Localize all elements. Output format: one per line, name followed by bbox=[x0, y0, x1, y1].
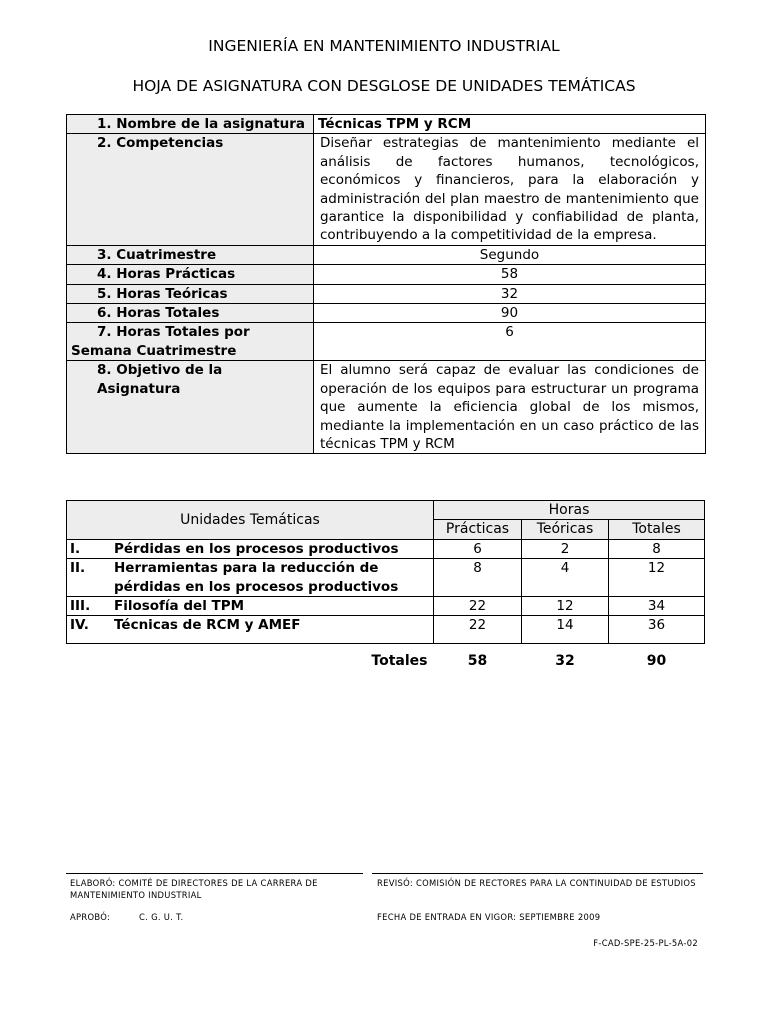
unit-name: Pérdidas en los procesos productivos bbox=[114, 540, 399, 557]
teoricas-label: 5. Horas Teóricas bbox=[67, 284, 314, 303]
unit-number: III. bbox=[70, 598, 91, 615]
footer-elaboro: ELABORÓ: COMITÉ DE DIRECTORES DE LA CARRERA DE MANTENIMIENTO INDUSTRIAL bbox=[70, 878, 318, 900]
info-row-cuatrimestre bbox=[67, 245, 706, 264]
footer-reviso: REVISÓ: COMISIÓN DE RECTORES PARA LA CONTINUIDAD DE ESTUDIOS bbox=[377, 878, 696, 888]
unit-teoricas: 2 bbox=[522, 539, 609, 558]
document-subtitle: HOJA DE ASIGNATURA CON DESGLOSE DE UNIDADES TEMÁTICAS bbox=[132, 77, 636, 95]
document-title: INGENIERÍA EN MANTENIMIENTO INDUSTRIAL bbox=[208, 37, 560, 55]
totals-row bbox=[67, 644, 705, 671]
objetivo-label: 8. Objetivo de la Asignatura bbox=[67, 361, 314, 454]
info-row-totales bbox=[67, 304, 706, 323]
table-row bbox=[67, 597, 705, 616]
unit-teoricas: 4 bbox=[522, 559, 609, 597]
table-row bbox=[67, 539, 705, 558]
subject-info-table bbox=[66, 114, 706, 454]
total-teoricas: 32 bbox=[555, 653, 575, 670]
footer-aprobo-value: C. G. U. T. bbox=[139, 912, 184, 922]
total-practicas: 58 bbox=[467, 653, 488, 670]
unit-practicas: 6 bbox=[434, 539, 522, 558]
units-header-row bbox=[67, 501, 705, 520]
semana-value: 6 bbox=[314, 323, 706, 361]
competencias-label: 2. Competencias bbox=[67, 134, 314, 245]
semana-label-line2: Semana Cuatrimestre bbox=[71, 342, 237, 359]
unit-totales: 8 bbox=[609, 539, 705, 558]
unit-name: Técnicas de RCM y AMEF bbox=[114, 617, 301, 634]
horas-header: Horas bbox=[434, 501, 705, 520]
unit-practicas: 22 bbox=[434, 616, 522, 644]
unit-number: I. bbox=[70, 540, 81, 557]
info-row-semana bbox=[67, 323, 706, 361]
total-totales: 90 bbox=[646, 653, 667, 670]
unit-number: IV. bbox=[70, 617, 89, 634]
footer-aprobo-label: APROBÓ: bbox=[70, 912, 111, 922]
cuatrimestre-value: Segundo bbox=[314, 245, 706, 264]
teoricas-col-header: Teóricas bbox=[522, 520, 609, 539]
info-row-nombre bbox=[67, 115, 706, 134]
footer-divider-right bbox=[372, 873, 703, 874]
info-row-objetivo bbox=[67, 361, 706, 454]
practicas-col-header: Prácticas bbox=[434, 520, 522, 539]
objetivo-value: El alumno será capaz de evaluar las condiciones de operación de los equipos para estructurar un programa que aumente la eficiencia global de los mismos, mediante la implementación en un caso práctico de las técnicas TPM y RCM bbox=[314, 361, 706, 454]
practicas-label: 4. Horas Prácticas bbox=[67, 265, 314, 284]
competencias-value: Diseñar estrategias de mantenimiento mediante el análisis de factores humanos, tecnológicos, económicos y financieros, para la elaboración y administración del plan maestro de mantenimiento que garantice la disponibilidad y confiabilidad de planta, contribuyendo a la competitividad de la empresa. bbox=[314, 134, 706, 245]
footer-divider-left bbox=[66, 873, 363, 874]
totales-col-header: Totales bbox=[609, 520, 705, 539]
semana-label bbox=[67, 323, 314, 361]
footer-fecha: FECHA DE ENTRADA EN VIGOR: SEPTIEMBRE 2009 bbox=[377, 912, 601, 922]
unit-practicas: 22 bbox=[434, 597, 522, 616]
table-row bbox=[67, 559, 705, 597]
unidades-header: Unidades Temáticas bbox=[67, 501, 434, 540]
unit-number: II. bbox=[70, 560, 86, 577]
unit-teoricas: 12 bbox=[522, 597, 609, 616]
unit-name: Filosofía del TPM bbox=[114, 598, 245, 615]
totals-label: Totales bbox=[371, 653, 428, 670]
unit-teoricas: 14 bbox=[522, 616, 609, 644]
unit-totales: 34 bbox=[609, 597, 705, 616]
table-row bbox=[67, 616, 705, 644]
document-code: F-CAD-SPE-25-PL-5A-02 bbox=[593, 938, 698, 948]
unit-totales: 12 bbox=[609, 559, 705, 597]
thematic-units-table bbox=[66, 500, 705, 671]
nombre-value: Técnicas TPM y RCM bbox=[314, 115, 706, 134]
info-row-practicas bbox=[67, 265, 706, 284]
info-row-teoricas bbox=[67, 284, 706, 303]
totales-value: 90 bbox=[314, 304, 706, 323]
info-row-competencias bbox=[67, 134, 706, 245]
unit-name: Herramientas para la reducción de pérdidas en los procesos productivos bbox=[114, 560, 399, 595]
practicas-value: 58 bbox=[314, 265, 706, 284]
semana-label-line1: 7. Horas Totales por bbox=[97, 324, 250, 341]
unit-totales: 36 bbox=[609, 616, 705, 644]
nombre-label: 1. Nombre de la asignatura bbox=[67, 115, 314, 134]
teoricas-value: 32 bbox=[314, 284, 706, 303]
cuatrimestre-label: 3. Cuatrimestre bbox=[67, 245, 314, 264]
unit-practicas: 8 bbox=[434, 559, 522, 597]
totales-label: 6. Horas Totales bbox=[67, 304, 314, 323]
